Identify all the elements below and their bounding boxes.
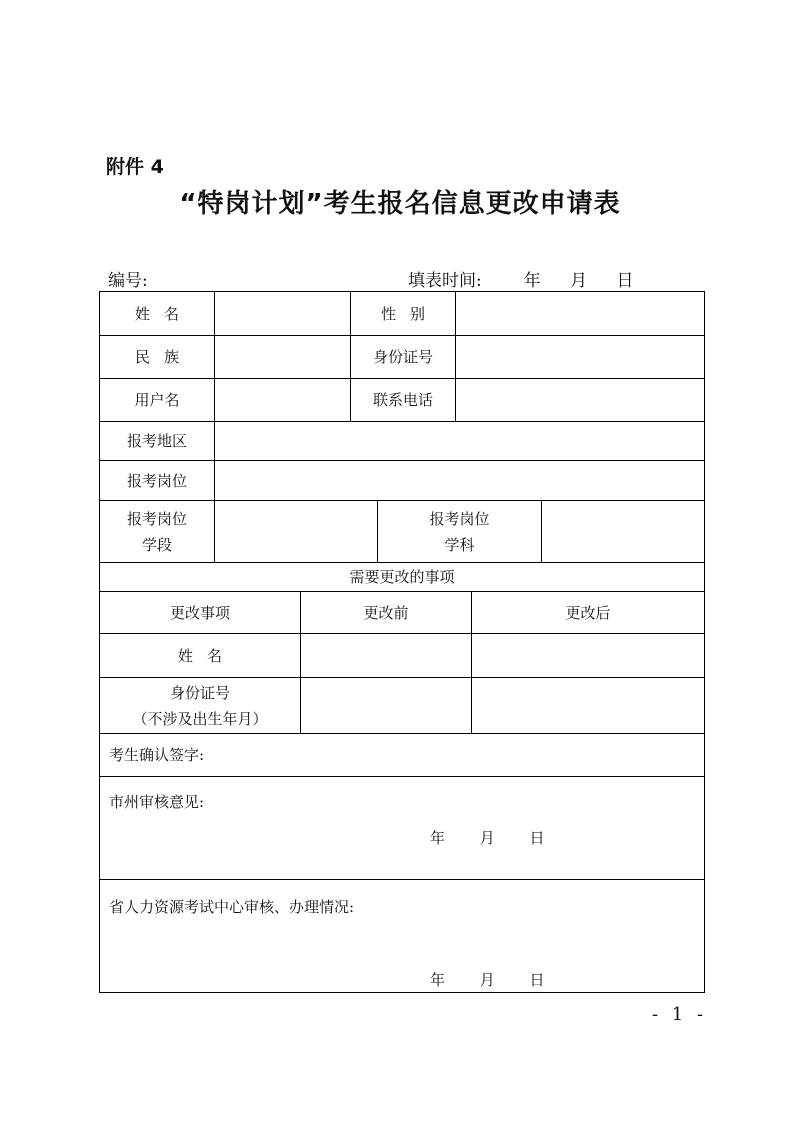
col-before: 更改前 (363, 603, 409, 622)
number-label: 编号: (108, 271, 148, 291)
col-change-item: 更改事项 (169, 603, 230, 622)
name-label: 姓名 (134, 304, 193, 323)
username-field[interactable] (215, 379, 350, 421)
application-form-table (99, 291, 705, 993)
ethnicity-field[interactable] (215, 336, 350, 378)
province-review-label: 省人力资源考试中心审核、办理情况: (109, 898, 355, 916)
username-label: 用户名 (134, 391, 180, 409)
name-before-field[interactable] (301, 634, 471, 677)
post-stage-label-line1: 报考岗位 (126, 509, 187, 528)
post-stage-label (100, 501, 214, 562)
city-review-label: 市州审核意见: (109, 793, 205, 811)
form-title: “特岗计划”考生报名信息更改申请表 (179, 189, 621, 219)
post-subject-label-line1: 报考岗位 (429, 509, 490, 528)
fill-date (408, 266, 634, 291)
post-stage-field[interactable] (215, 501, 377, 562)
change-id-label-line1: 身份证号 (169, 683, 230, 702)
city-review-date: 年 月 日 (430, 829, 545, 847)
change-id-label (100, 678, 300, 733)
post-subject-field[interactable] (542, 501, 704, 562)
post-subject-label-line2: 学科 (444, 535, 475, 554)
region-field[interactable] (215, 422, 704, 460)
change-id-label-line2: （不涉及出生年月） (132, 709, 268, 728)
post-subject-label (378, 501, 541, 562)
name-field[interactable] (215, 292, 350, 335)
fill-date-label: 填表时间: (408, 271, 482, 291)
page-number: - 1 - (652, 1004, 708, 1025)
id-before-field[interactable] (301, 678, 471, 733)
fill-date-ymd: 年 月 日 (523, 271, 634, 291)
attachment-label: 附件 4 (106, 156, 164, 178)
changes-header: 需要更改的事项 (349, 568, 455, 586)
id-label: 身份证号 (372, 348, 433, 366)
candidate-signature-label: 考生确认签字: (109, 746, 205, 764)
id-after-field[interactable] (472, 678, 704, 733)
name-after-field[interactable] (472, 634, 704, 677)
col-after: 更改后 (565, 603, 611, 622)
change-name-label: 姓名 (177, 646, 236, 665)
post-field[interactable] (215, 461, 704, 500)
phone-label: 联系电话 (372, 391, 433, 409)
province-review-date: 年 月 日 (430, 971, 545, 989)
ethnicity-label: 民族 (134, 348, 193, 366)
id-field[interactable] (456, 336, 704, 378)
gender-label: 性别 (380, 304, 439, 323)
region-label: 报考地区 (126, 432, 187, 450)
post-stage-label-line2: 学段 (141, 535, 172, 554)
post-label: 报考岗位 (126, 471, 187, 490)
phone-field[interactable] (456, 379, 704, 421)
gender-field[interactable] (456, 292, 704, 335)
